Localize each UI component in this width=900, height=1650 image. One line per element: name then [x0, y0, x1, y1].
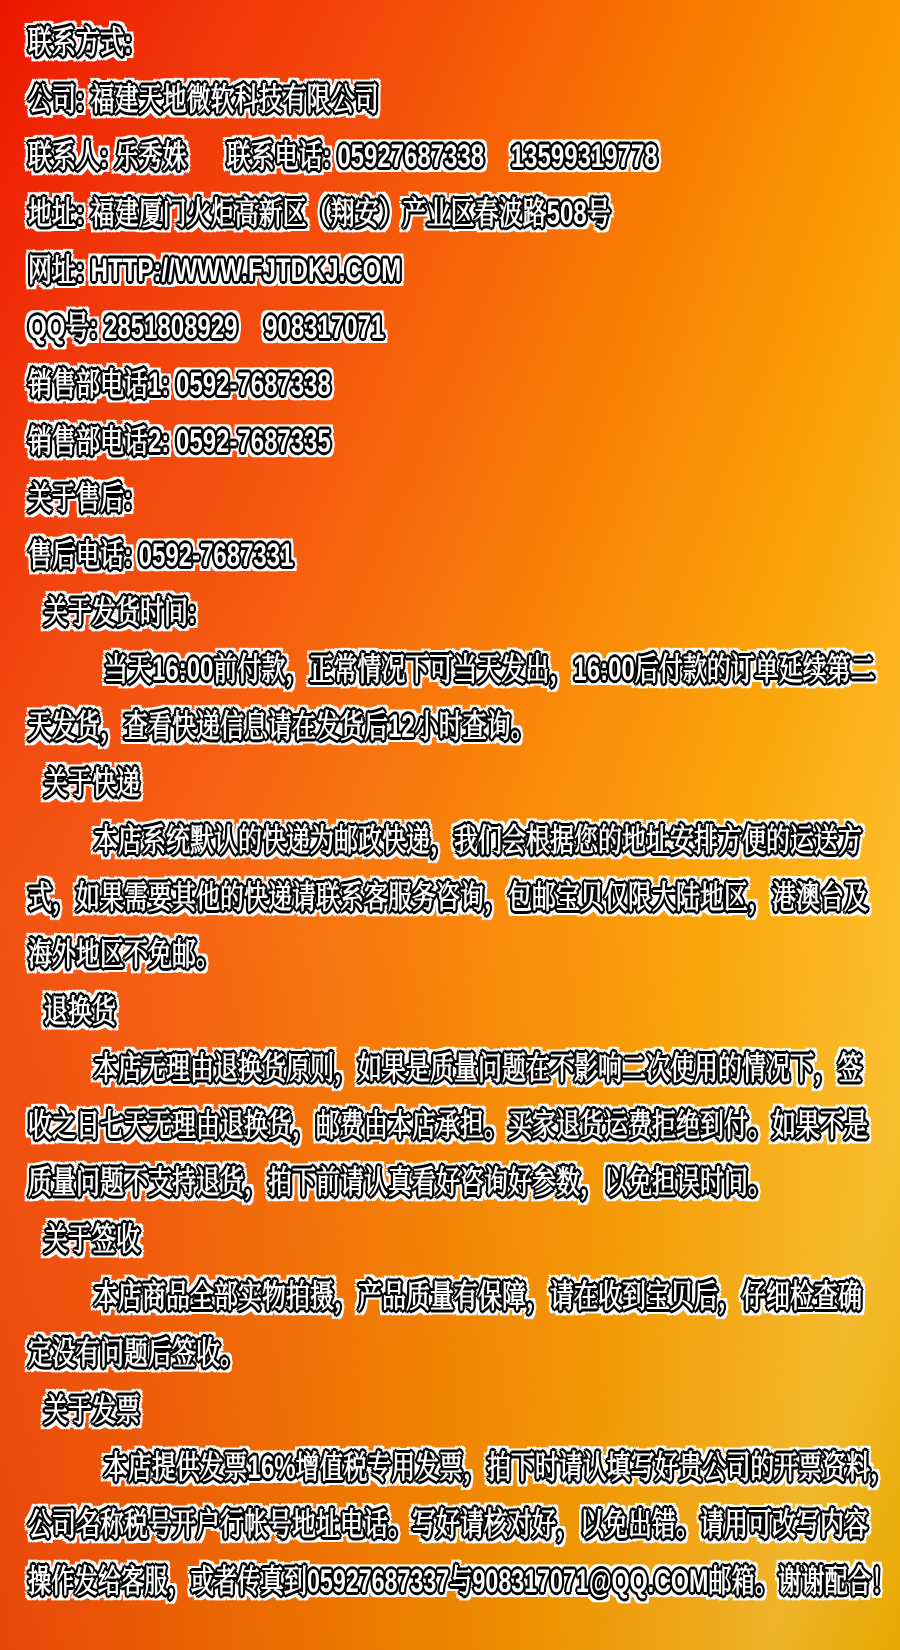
sign-receipt-line-1: [94, 1268, 900, 1325]
invoice-line-3-text: 操作发给客服，或者传真到05927687337与908317071@QQ.COM邮箱。谢谢配合！: [28, 1563, 895, 1599]
courier-line-2-text: 式，如果需要其他的快递请联系客服务咨询，包邮宝贝仅限大陆地区，港澳台及: [28, 879, 869, 915]
invoice-heading-text: 关于发票: [44, 1392, 141, 1428]
shipping-time-line-1: [104, 641, 900, 698]
returns-heading: [44, 983, 900, 1040]
contact-person-line: [28, 128, 900, 185]
after-sales-heading-text: 关于售后:: [28, 480, 133, 516]
contact-method-heading: [28, 14, 900, 71]
contact-person-line-text: 联系人: 乐秀姝 联系电话: 05927687338 13599319778: [28, 138, 658, 174]
returns-line-2-text: 收之日七天无理由退换货，邮费由本店承担。买家退货运费拒绝到付。如果不是: [28, 1107, 869, 1143]
invoice-line-1: [104, 1439, 900, 1496]
sales-phone-1-line-text: 销售部电话1: 0592-7687338: [28, 366, 331, 402]
poster-text-lines: [28, 14, 900, 1610]
courier-line-1: [94, 812, 900, 869]
invoice-line-2-text: 公司名称税号开户行帐号地址电话。写好请核对好，以免出错。请用可改写内容: [28, 1506, 869, 1542]
courier-heading: [44, 755, 900, 812]
returns-heading-text: 退换货: [44, 993, 117, 1029]
sign-receipt-heading-text: 关于签收: [44, 1221, 141, 1257]
website-line-text: 网址: HTTP://WWW.FJTDKJ.COM: [28, 252, 402, 288]
shipping-time-heading: [44, 584, 900, 641]
sign-receipt-line-2-text: 定没有问题后签收。: [28, 1335, 245, 1371]
after-sales-phone-line: [28, 527, 900, 584]
qq-number-line-text: QQ号: 2851808929 908317071: [28, 309, 385, 345]
returns-line-1: [94, 1040, 900, 1097]
sign-receipt-line-1-text: 本店商品全部实物拍摄，产品质量有保障，请在收到宝贝后，仔细检查确: [94, 1278, 863, 1314]
shipping-time-line-2: [28, 698, 900, 755]
contact-method-heading-text: 联系方式:: [28, 24, 133, 60]
qq-number-line: [28, 299, 900, 356]
after-sales-heading: [28, 470, 900, 527]
courier-heading-text: 关于快递: [44, 765, 141, 801]
shipping-time-heading-text: 关于发货时间:: [44, 594, 197, 630]
sign-receipt-line-2: [28, 1325, 900, 1382]
courier-line-3: [28, 926, 900, 983]
shipping-time-line-1-text: 当天16:00前付款，正常情况下可当天发出，16:00后付款的订单延续第二: [104, 651, 875, 687]
sign-receipt-heading: [44, 1211, 900, 1268]
company-line: [28, 71, 900, 128]
invoice-line-1-text: 本店提供发票16%增值税专用发票，拍下时请认填写好贵公司的开票资料，: [104, 1449, 895, 1485]
company-line-text: 公司: 福建天地微软科技有限公司: [28, 81, 379, 117]
address-line-text: 地址: 福建厦门火炬高新区（翔安）产业区春波路508号: [28, 195, 611, 231]
after-sales-phone-line-text: 售后电话: 0592-7687331: [28, 537, 294, 573]
sales-phone-1-line: [28, 356, 900, 413]
sales-phone-2-line-text: 销售部电话2: 0592-7687335: [28, 423, 331, 459]
invoice-heading: [44, 1382, 900, 1439]
invoice-line-2: [28, 1496, 900, 1553]
returns-line-2: [28, 1097, 900, 1154]
returns-line-3: [28, 1154, 900, 1211]
courier-line-1-text: 本店系统默认的快递为邮政快递，我们会根据您的地址安排方便的运送方: [94, 822, 863, 858]
returns-line-1-text: 本店无理由退换货原则，如果是质量问题在不影响二次使用的情况下，签: [94, 1050, 863, 1086]
invoice-line-3: [28, 1553, 900, 1610]
courier-line-2: [28, 869, 900, 926]
website-line: [28, 242, 900, 299]
returns-line-3-text: 质量问题不支持退货，拍下前请认真看好咨询好参数，以免担误时间。: [28, 1164, 773, 1200]
courier-line-3-text: 海外地区不免邮。: [28, 936, 221, 972]
sales-phone-2-line: [28, 413, 900, 470]
address-line: [28, 185, 900, 242]
shipping-time-line-2-text: 天发货，查看快递信息请在发货后12小时查询。: [28, 708, 535, 744]
